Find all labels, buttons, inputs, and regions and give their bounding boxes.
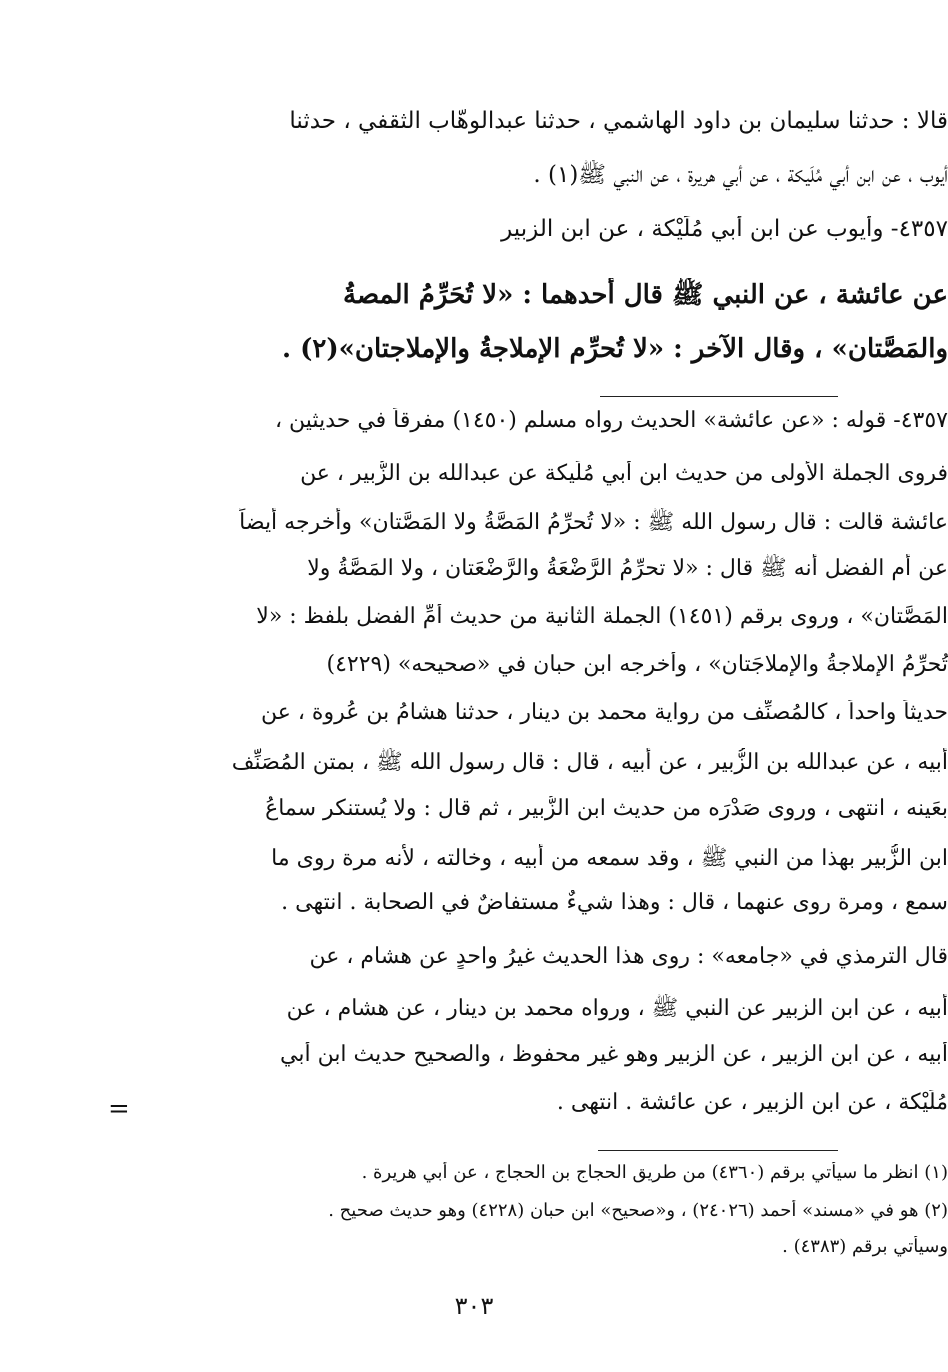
commentary-line: المَصَّتان» ، وروى برقم (١٤٥١) الجملة الثانية من حديث أمِّ الفضل بلفظ : «لا: [256, 604, 948, 629]
commentary-line: أبيه ، عن ابن الزبير عن النبي ﷺ ، ورواه محمد بن دينار ، عن هشام ، عن: [286, 996, 948, 1021]
commentary-line: أبيه ، عن ابن الزبير ، عن الزبير وهو غير محفوظ ، والصحيح حديث ابن أبي: [280, 1042, 948, 1067]
commentary-line: بعَينه ، انتهى ، وروى صَدْرَه من حديث ابن الزُّبير ، ثم قال : ولا يُستنكر سماعُ: [265, 796, 948, 821]
page-number: ٣٠٣: [454, 1292, 494, 1320]
commentary-line: ٤٣٥٧- قوله : «عن عائشة» الحديث رواه مسلم (١٤٥٠) مفرقاً في حديثين ،: [274, 408, 948, 433]
hadith-text-line: عن عائشة ، عن النبي ﷺ قال أحدهما : «لا تُحَرِّمُ المصةُ: [343, 280, 948, 310]
commentary-line: تُحرِّمُ الإملاجةُ والإملاجَتان» ، وأخرجه ابن حبان في «صحيحه» (٤٢٢٩): [326, 652, 948, 677]
commentary-line: ابن الزُّبير بهذا من النبي ﷺ ، وقد سمعه من أبيه ، وخالته ، لأنه مرة روى ما: [271, 846, 948, 871]
continuation-mark: =: [108, 1094, 130, 1124]
commentary-line: قال الترمذي في «جامعه» : روى هذا الحديث غيرُ واحدٍ عن هشام ، عن: [309, 944, 948, 969]
commentary-line: حديثاً واحداً ، كالمُصنِّف من رواية محمد بن دينار ، حدثنا هشامُ بن عُروة ، عن: [260, 700, 948, 725]
main-separator-rule: [600, 396, 838, 397]
footnote-line: وسيأتي برقم (٤٣٨٣) .: [782, 1236, 948, 1257]
main-text-line: قالا : حدثنا سليمان بن داود الهاشمي ، حدثنا عبدالوهّاب الثقفي ، حدثنا: [289, 108, 948, 134]
commentary-line: أبيه ، عن عبدالله بن الزُّبير ، عن أبيه ، قال : قال رسول الله ﷺ ، بمتن المُصَنِّف: [231, 750, 948, 775]
commentary-line: سمع ، ومرة روى عنهما ، قال : وهذا شيءٌ مستفاضٌ في الصحابة . انتهى .: [281, 890, 948, 915]
footnote-line: (١) انظر ما سيأتي برقم (٤٣٦٠) من طريق الحجاج بن الحجاج ، عن أبي هريرة .: [361, 1162, 948, 1183]
commentary-line: فروى الجملة الأولى من حديث ابن أبي مُلَيكة عن عبدالله بن الزُّبير ، عن: [300, 461, 948, 486]
commentary-line: عن أم الفضل أنه ﷺ قال : «لا تحرِّمُ الرَّضْعَةُ والرَّضْعَتان ، ولا المَصَّةُ ولا: [307, 556, 948, 581]
footnote-separator-rule: [598, 1150, 838, 1151]
main-text-line: أيوب ، عن ابن أبي مُلَيكة ، عن أبي هريرة ، عن النبي ﷺ(١) .: [533, 162, 948, 188]
hadith-text-line: والمَصَّتان» ، وقال الآخر : «لا تُحرِّم الإملاجةُ والإملاجتان»(٢) .: [281, 334, 948, 364]
main-text-line: ٤٣٥٧- وأيوب عن ابن أبي مُلَيْكة ، عن ابن الزبير: [501, 216, 948, 242]
commentary-line: مُلَيْكة ، عن ابن الزبير ، عن عائشة . انتهى .: [556, 1090, 948, 1115]
commentary-line: عائشة قالت : قال رسول الله ﷺ : «لا تُحرِّمُ المَصَّةُ ولا المَصَّتان» وأخرجه أيضاً: [239, 510, 948, 535]
footnote-line: (٢) هو في «مسند» أحمد (٢٤٠٢٦) ، و«صحيح» ابن حبان (٤٢٢٨) وهو حديث صحيح .: [328, 1200, 948, 1221]
